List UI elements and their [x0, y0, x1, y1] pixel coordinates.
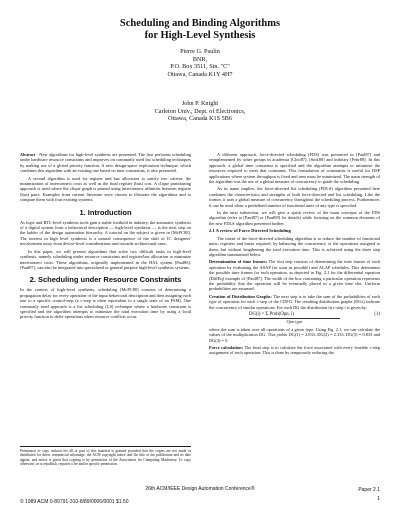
- step-label: Force calculation:: [209, 345, 244, 350]
- equation-row: [209, 312, 380, 317]
- author-name: Pierre G. Paulin: [180, 48, 220, 55]
- equation-subscript: Opn type: [249, 318, 340, 324]
- step-text: The first step consists of determining the time frames of each operation by evaluating the ASAP (as soon as possible) and ALAP schedules. This determines the possible time frames for each operation, as depicted in Fig. 2.1 for the differential equation (DiffEq) example of [Paul87]. The width of the box containing a particular operation represents the probability that the operation will be eventually placed in a given time slot. Uniform probabilities are assumed.: [209, 259, 381, 292]
- author-block-2: [0, 100, 400, 123]
- step-paragraph: [209, 345, 380, 356]
- step-text: The final step is to calculate the force associated with every feasible c-step assignment of each operation. This is done by temporarily reducing the: [209, 345, 380, 356]
- author-address: P.O. Box 3511, Stn. "C": [170, 63, 230, 71]
- body-paragraph: In the context of high-level synthesis, scheduling [McPC88] consists of determining a propagation delay for every operation of the input behavioral description and then assigning each one to a specific control-step (a c-step is often equivalent to a single state of an FSM). One commonly used approach is a list scheduling (LS) technique where a hardware constraint is specified and the algorithm attempts to minimize the total execution time by using a local priority function to defer operations when resource conflicts occur.: [20, 287, 191, 320]
- title-line-1: Scheduling and Binding Algorithms: [119, 18, 281, 29]
- body-paragraph: where the sum is taken over all operations of a given type. Using Fig. 2.1, we can calculate the values of the multiplication DG. This yields DG(1) = 2.833, DG(2) = 2.333, DG(3) = 0.833 and DG(4) = 0.: [209, 326, 380, 343]
- author-city: Ottawa, Canada K1S 5B6: [168, 115, 232, 123]
- section-heading: 2. Scheduling under Resource Constraints: [29, 275, 182, 285]
- author-org: BNR,: [192, 55, 208, 63]
- step-label: Determination of time frames:: [209, 259, 268, 265]
- step-label: Creation of Distribution Graphs:: [209, 293, 272, 299]
- section-heading: 1. Introduction: [79, 207, 132, 217]
- page-number: 1: [377, 496, 380, 502]
- body-paragraph: In the next subsection, we will give a quick review of the main concepts of the FDS algorithm (refer to [Paul87] or [Paul89] for details) while focusing on the common elements of the new FDLS algorithm presented further.: [209, 210, 380, 226]
- permission-notice: Permission to copy without fee all or part of this material is granted provided that the copies are not made or distributed for direct commercial advantage, the ACM copyright notice and the title of the publication and its date appear, and notice is given that copying is by permission of the Association for Computing Machinery. To copy otherwise, or to republish, requires a fee and/or specific permission.: [20, 449, 191, 467]
- body-paragraph: In this paper, we will present algorithms that solve two difficult tasks in high-level synthesis, namely scheduling under resource constraints and register/bus allocation to minimize interconnect costs. These algorithms, originally implemented in the HAL system [Paul86], [Paul87], can also be integrated into specialized or general purpose high-level synthesis systems.: [20, 248, 191, 270]
- author-name: John P. Knight: [181, 100, 219, 107]
- copyright-line: © 1989 ACM 0-89791-310-8/89/0006/0001 $1.50: [20, 499, 129, 505]
- body-paragraph: A different approach, force-directed scheduling (FDS) was presented in [Paul87] and reimplemented by other groups in academia [Cloo87], [Stok88] and industry [Fehr88]. In this approach, a global time constraint is specified and the algorithm attempts to minimize the resources required to meet that constraint. This formulation of constraints is useful for DSP applications where system throughput is fixed and area must be minimized. The main strength of the algorithm was the use of a global measure of concurrency to guide the scheduling.: [209, 152, 380, 185]
- footnote-rule: [20, 446, 191, 447]
- abstract-label: Abstract: [20, 152, 36, 157]
- body-paragraph: The intent of the force-directed scheduling algorithm is to reduce the number of functional units, registers and buses required, by balancing the concurrency of the operations assigned to them, but without lengthening the total execution time. This is achieved using the three step algorithm summarized below.: [209, 235, 380, 257]
- abstract-paragraph-2: A second algorithm is used for register and bus allocation to satisfy two criteria: the minimization of interconnect costs as well as the final register (bus) cost. A clique partitioning approach is used where the clique graph is pruned using interconnect affinities between register (bus) pairs. Examples from current literature were chosen to illustrate the algorithms and to compare them with four existing systems.: [20, 175, 191, 203]
- equation-number: (1): [374, 311, 380, 317]
- body-paragraph: As its name implies, the force-directed list scheduling (FDLS) algorithm presented here combines the characteristics and strengths of both force-directed and list scheduling. Like the former, it uses a global measure of concurrency throughout the scheduling process. Furthermore, it can be used when a predefined number of functional units of any type is specified.: [209, 186, 380, 208]
- equation: DG(i) = Σ Prob(Opn, i): [249, 311, 294, 317]
- conference-footer: 26th ACM/IEEE Design Automation Conference®: [145, 486, 255, 492]
- author-city: Ottawa, Canada K1Y 4H7: [167, 70, 233, 78]
- title-line-2: for High-Level Synthesis: [144, 30, 256, 41]
- right-column: [209, 152, 380, 358]
- step-text: The next step is to take the sum of the probabilities of each type of operation for each c-step of the CDFG. The resulting distribution graphs (DGs) indicate the concurrency of similar operations. For each DG the distribution in c-step i is given by:: [209, 293, 380, 310]
- left-column: [20, 152, 191, 322]
- abstract-paragraph: [20, 152, 191, 174]
- abstract-text: - New algorithms for high-level synthesis are presented. The first performs scheduling under hardware resource constraints and improves on commonly used list scheduling techniques by making use of a global priority function. A new design-space exploration technique, which combines this algorithm with an existing one based on time constraints, is also presented.: [20, 152, 191, 174]
- paper-title: [0, 18, 400, 42]
- step-paragraph: [209, 259, 380, 291]
- step-paragraph: [209, 294, 380, 310]
- body-paragraph: As logic and RTL-level synthesis tools gain a stable foothold in industry, the automatic synthesis of a digital system from a behavioral description — high-level synthesis — is the next step on the ladder of the design automation hierarchy. A tutorial on the subject is given in [McPC88]. The interest in high level synthesis is a natural consequence of the shift of IC designers' involvement away from device-level considerations and towards architectural ones.: [20, 219, 191, 247]
- author-block-1: [0, 48, 400, 78]
- subsection-heading: 2.1 A review of Force Directed Scheduling: [209, 228, 291, 234]
- paper-number: Paper 2.1: [358, 487, 380, 493]
- author-org: Carleton Univ., Dept. of Electronics,: [154, 107, 246, 115]
